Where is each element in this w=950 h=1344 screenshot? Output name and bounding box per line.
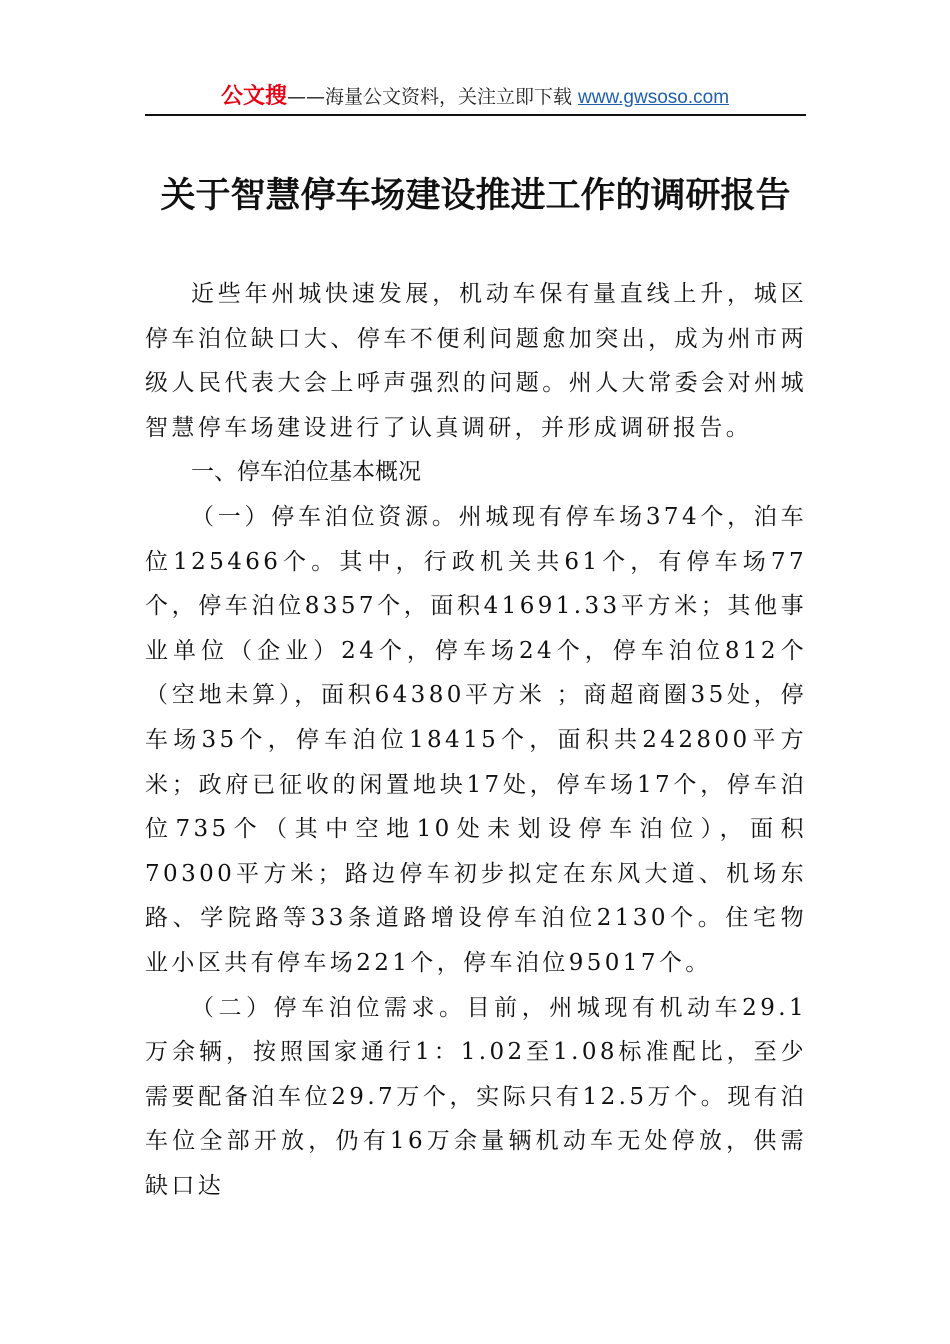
document-body [145,272,807,1208]
document-title: 关于智慧停车场建设推进工作的调研报告 [160,175,791,216]
site-banner [145,80,805,114]
brand-logo-text: 公文搜 [220,84,287,109]
section-heading: 一、停车泊位基本概况 [191,459,421,486]
resources-paragraph: （一）停车泊位资源。州城现有停车场374个，泊车位125466个。其中，行政机关共61个，有停车场77个，停车泊位8357个，面积41691.33平方米；其他事业单位（企业）24个，停车场24个，停车泊位812个（空地未算），面积64380平方米 ；商超商圈35处，停车场35个，停车泊位18415个，面积共242800平方米；政府已征收的闲置地块17处，停车场17个，停车泊位735个（其中空地10处未划设停车泊位），面积70300平方米；路边停车初步拟定在东风大道、机场东路、学院路等33条道路增设停车泊位2130个。住宅物业小区共有停车场221个，停车泊位95017个。 [145,503,807,976]
site-link[interactable]: www.gwsoso.com [578,87,730,108]
intro-paragraph: 近些年州城快速发展，机动车保有量直线上升，城区停车泊位缺口大、停车不便利问题愈加突出，成为州市两级人民代表大会上呼声强烈的问题。州人大常委会对州城智慧停车场建设进行了认真调研，并形成调研报告。 [145,281,807,441]
demand-paragraph: （二）停车泊位需求。目前，州城现有机动车29.1万余辆，按照国家通行1：1.02至1.08标准配比，至少需要配备泊车位29.7万个，实际只有12.5万个。现有泊车位全部开放，仍有16万余量辆机动车无处停放，供需缺口达 [145,994,807,1199]
banner-tagline: ——海量公文资料，关注立即下载 [286,86,579,108]
header-divider [145,114,806,116]
